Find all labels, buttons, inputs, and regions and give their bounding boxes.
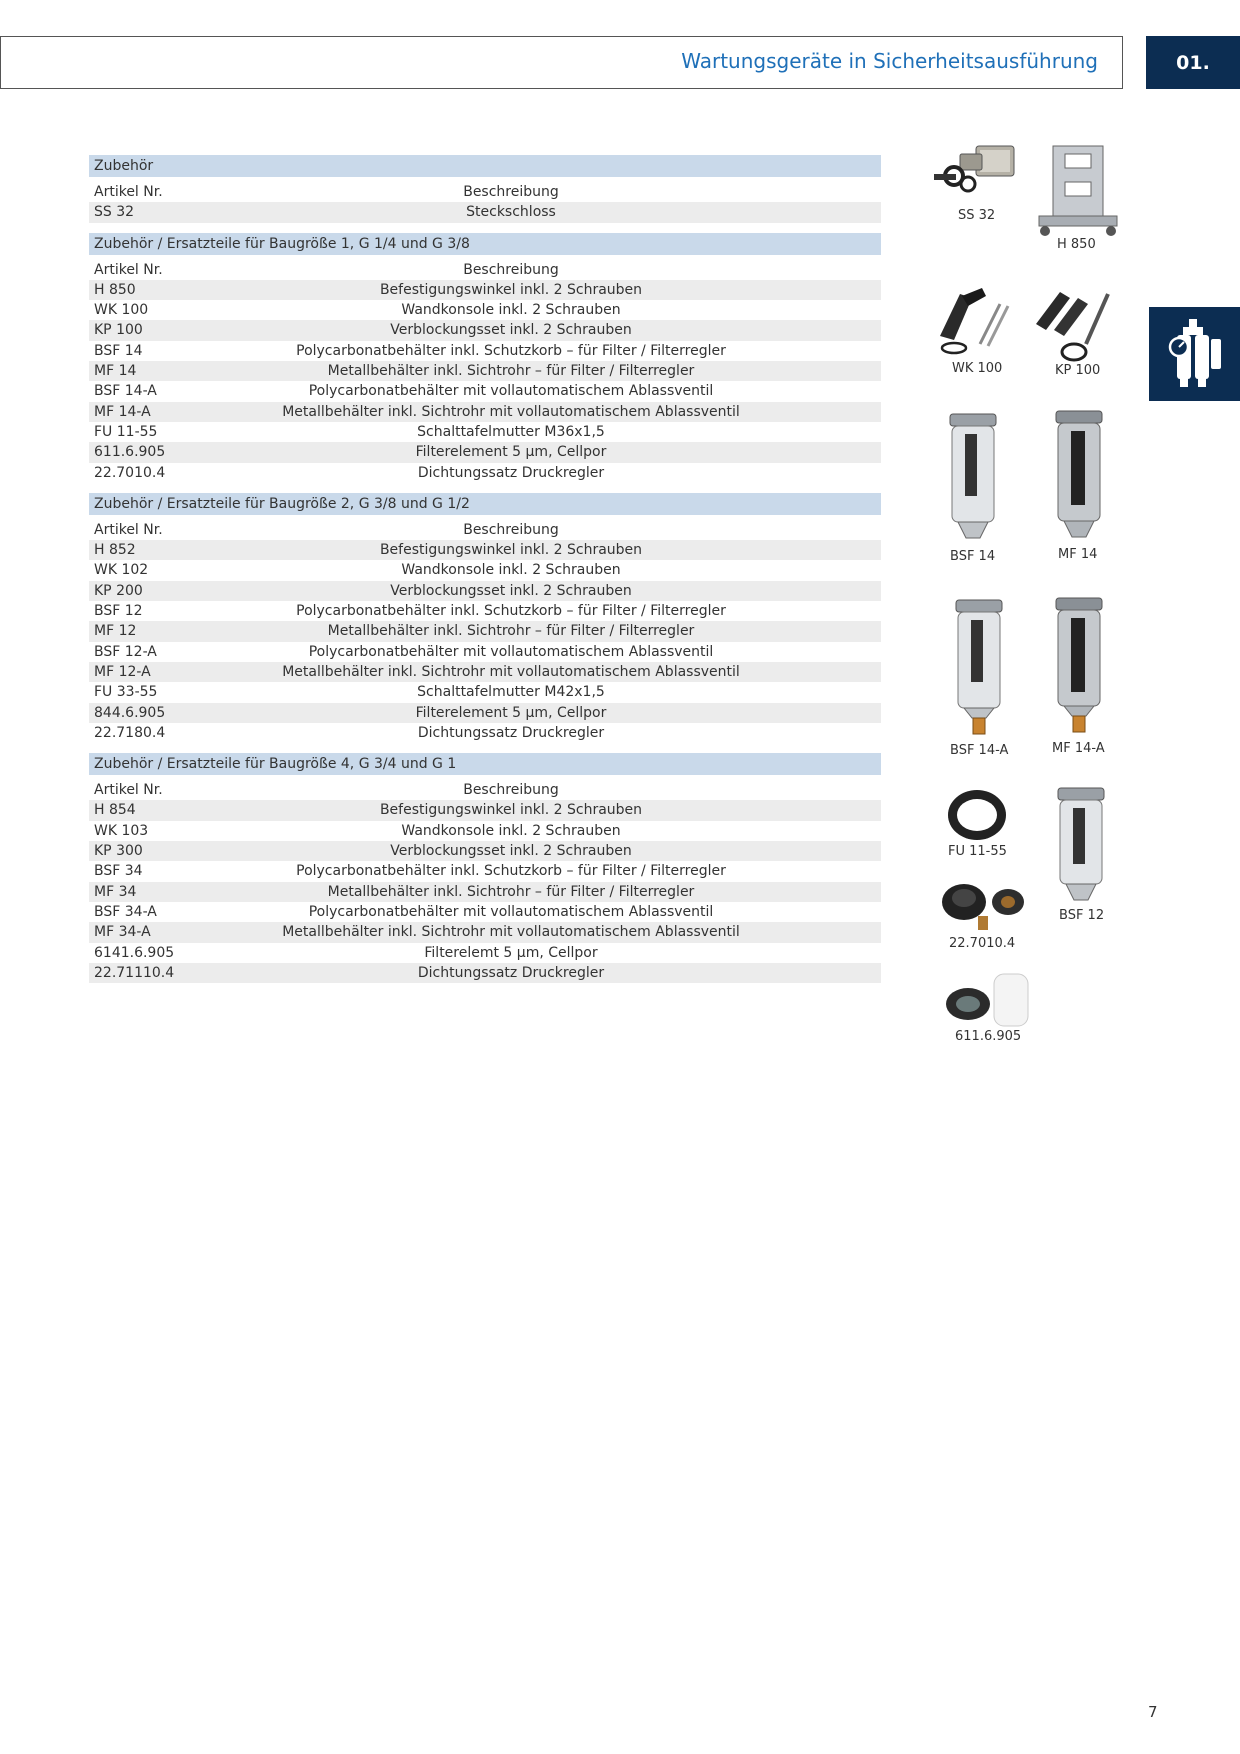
article-number: KP 200 (94, 582, 143, 599)
article-description: Polycarbonatbehälter mit vollautomatischem Ablassventil (308, 383, 714, 400)
table-header-row (89, 520, 881, 540)
article-description: Filterelemt 5 µm, Cellpor (424, 944, 598, 961)
article-number: 844.6.905 (94, 704, 166, 721)
article-description: Metallbehälter inkl. Sichtrohr – für Filter / Filterregler (327, 883, 695, 900)
wk100-label: WK 100 (952, 361, 1003, 376)
article-number: 22.7180.4 (94, 724, 166, 741)
kp100-label: KP 100 (1055, 363, 1101, 378)
table-row (89, 402, 881, 422)
filter-element-image (942, 970, 1034, 1032)
column-header-article: Artikel Nr. (94, 261, 163, 278)
article-number: 22.7010.4 (94, 464, 166, 481)
article-number: FU 11-55 (94, 423, 158, 440)
accessory-tables (89, 155, 881, 993)
table-row (89, 682, 881, 702)
table-row (89, 320, 881, 340)
article-number: BSF 14 (94, 342, 143, 359)
table-header-row (89, 780, 881, 800)
table-row (89, 861, 881, 881)
chapter-side-tab[interactable] (1149, 307, 1240, 401)
section-title: Zubehör / Ersatzteile für Baugröße 4, G 3/4 und G 1 (89, 753, 881, 775)
table-row (89, 902, 881, 922)
table-row (89, 300, 881, 320)
article-description: Polycarbonatbehälter inkl. Schutzkorb – für Filter / Filterregler (296, 863, 726, 880)
article-number: MF 14-A (94, 403, 151, 420)
table-row (89, 280, 881, 300)
article-number: BSF 34 (94, 863, 143, 880)
table-row (89, 422, 881, 442)
table-row (89, 621, 881, 641)
article-number: H 852 (94, 542, 136, 559)
table-row (89, 821, 881, 841)
column-header-article: Artikel Nr. (94, 521, 163, 538)
article-number: 22.71110.4 (94, 964, 175, 981)
article-description: Schalttafelmutter M36x1,5 (417, 423, 605, 440)
table-row (89, 341, 881, 361)
table-row (89, 381, 881, 401)
article-number: MF 14 (94, 363, 137, 380)
section-4 (89, 753, 881, 983)
section-1 (89, 155, 881, 223)
table-row (89, 943, 881, 963)
article-number: BSF 12 (94, 603, 143, 620)
column-header-description: Beschreibung (463, 782, 559, 799)
table-row (89, 361, 881, 381)
table-row (89, 442, 881, 462)
article-description: Polycarbonatbehälter mit vollautomatischem Ablassventil (308, 643, 714, 660)
wk100-console-image (930, 284, 1020, 356)
bsf14a-bowl-image (954, 598, 1004, 736)
section-title: Zubehör / Ersatzteile für Baugröße 2, G 3/8 und G 1/2 (89, 493, 881, 515)
article-description: Steckschloss (466, 204, 556, 221)
ss32-label: SS 32 (958, 208, 996, 223)
article-description: Metallbehälter inkl. Sichtrohr mit vollautomatischem Ablassventil (282, 403, 740, 420)
article-number: MF 12 (94, 623, 137, 640)
article-number: WK 103 (94, 822, 149, 839)
table-row (89, 882, 881, 902)
article-number: 611.6.905 (94, 444, 166, 461)
table-row (89, 800, 881, 820)
article-number: MF 34-A (94, 924, 151, 941)
table-row (89, 723, 881, 743)
article-description: Dichtungssatz Druckregler (417, 724, 605, 741)
mf14a-label: MF 14-A (1052, 741, 1105, 756)
table-row (89, 963, 881, 983)
article-description: Dichtungssatz Druckregler (417, 964, 605, 981)
table-row (89, 463, 881, 483)
filter-element-label: 611.6.905 (955, 1029, 1022, 1044)
table-row (89, 642, 881, 662)
article-number: BSF 14-A (94, 383, 157, 400)
table-row (89, 841, 881, 861)
section-title: Zubehör / Ersatzteile für Baugröße 1, G 1/4 und G 3/8 (89, 233, 881, 255)
article-description: Verblockungsset inkl. 2 Schrauben (390, 843, 632, 860)
page-title: Wartungsgeräte in Sicherheitsausführung (681, 49, 1098, 73)
h850-label: H 850 (1057, 237, 1096, 252)
table-row (89, 202, 881, 222)
bsf14-bowl-image (948, 412, 998, 544)
article-description: Metallbehälter inkl. Sichtrohr mit vollautomatischem Ablassventil (282, 663, 740, 680)
article-description: Verblockungsset inkl. 2 Schrauben (390, 582, 632, 599)
article-description: Wandkonsole inkl. 2 Schrauben (401, 562, 621, 579)
section-3 (89, 493, 881, 743)
h850-bracket-image (1035, 142, 1121, 238)
article-number: BSF 34-A (94, 903, 157, 920)
frl-unit-icon (1149, 307, 1240, 401)
article-description: Befestigungswinkel inkl. 2 Schrauben (379, 281, 643, 298)
article-description: Metallbehälter inkl. Sichtrohr mit vollautomatischem Ablassventil (282, 924, 740, 941)
article-description: Verblockungsset inkl. 2 Schrauben (390, 322, 632, 339)
table-header-row (89, 260, 881, 280)
article-number: BSF 12-A (94, 643, 157, 660)
article-number: SS 32 (94, 204, 135, 221)
article-number: KP 300 (94, 843, 143, 860)
article-number: H 854 (94, 802, 136, 819)
bsf12-bowl-image (1056, 786, 1106, 904)
table-row (89, 703, 881, 723)
fu1155-label: FU 11-55 (948, 844, 1007, 859)
article-description: Polycarbonatbehälter inkl. Schutzkorb – für Filter / Filterregler (296, 342, 726, 359)
article-number: KP 100 (94, 322, 143, 339)
article-description: Metallbehälter inkl. Sichtrohr – für Filter / Filterregler (327, 623, 695, 640)
article-description: Polycarbonatbehälter mit vollautomatischem Ablassventil (308, 903, 714, 920)
table-row (89, 581, 881, 601)
article-description: Filterelement 5 µm, Cellpor (415, 444, 607, 461)
article-number: FU 33-55 (94, 684, 158, 701)
article-description: Befestigungswinkel inkl. 2 Schrauben (379, 542, 643, 559)
article-description: Dichtungssatz Druckregler (417, 464, 605, 481)
table-row (89, 662, 881, 682)
column-header-description: Beschreibung (463, 184, 559, 200)
mf14-bowl-image (1054, 409, 1104, 541)
fu1155-nut-image (944, 786, 1010, 844)
article-number: H 850 (94, 281, 136, 298)
chapter-badge: 01. (1146, 36, 1240, 89)
article-number: 6141.6.905 (94, 944, 175, 961)
article-description: Metallbehälter inkl. Sichtrohr – für Filter / Filterregler (327, 363, 695, 380)
article-description: Befestigungswinkel inkl. 2 Schrauben (379, 802, 643, 819)
seal-kit-label: 22.7010.4 (949, 936, 1016, 951)
section-title: Zubehör (89, 155, 881, 177)
article-number: MF 12-A (94, 663, 151, 680)
column-header-description: Beschreibung (463, 521, 559, 538)
table-row (89, 601, 881, 621)
column-header-article: Artikel Nr. (94, 782, 163, 799)
page-number: 7 (1148, 1703, 1158, 1721)
column-header-description: Beschreibung (463, 261, 559, 278)
mf14-label: MF 14 (1058, 547, 1098, 562)
article-number: MF 34 (94, 883, 137, 900)
header-bar (0, 36, 1123, 89)
table-header-row (89, 182, 881, 202)
column-header-article: Artikel Nr. (94, 184, 163, 200)
table-row (89, 922, 881, 942)
ss32-lock-image (930, 140, 1022, 208)
article-description: Filterelement 5 µm, Cellpor (415, 704, 607, 721)
article-number: WK 100 (94, 302, 149, 319)
kp100-lockset-image (1030, 284, 1120, 364)
bsf14a-label: BSF 14-A (950, 743, 1009, 758)
article-description: Schalttafelmutter M42x1,5 (417, 684, 605, 701)
article-description: Wandkonsole inkl. 2 Schrauben (401, 822, 621, 839)
article-description: Polycarbonatbehälter inkl. Schutzkorb – für Filter / Filterregler (296, 603, 726, 620)
table-row (89, 560, 881, 580)
bsf12-label: BSF 12 (1059, 908, 1105, 923)
bsf14-label: BSF 14 (950, 549, 996, 564)
table-row (89, 540, 881, 560)
article-number: WK 102 (94, 562, 149, 579)
article-description: Wandkonsole inkl. 2 Schrauben (401, 302, 621, 319)
mf14a-bowl-image (1054, 596, 1104, 734)
section-2 (89, 233, 881, 483)
seal-kit-image (938, 878, 1030, 936)
